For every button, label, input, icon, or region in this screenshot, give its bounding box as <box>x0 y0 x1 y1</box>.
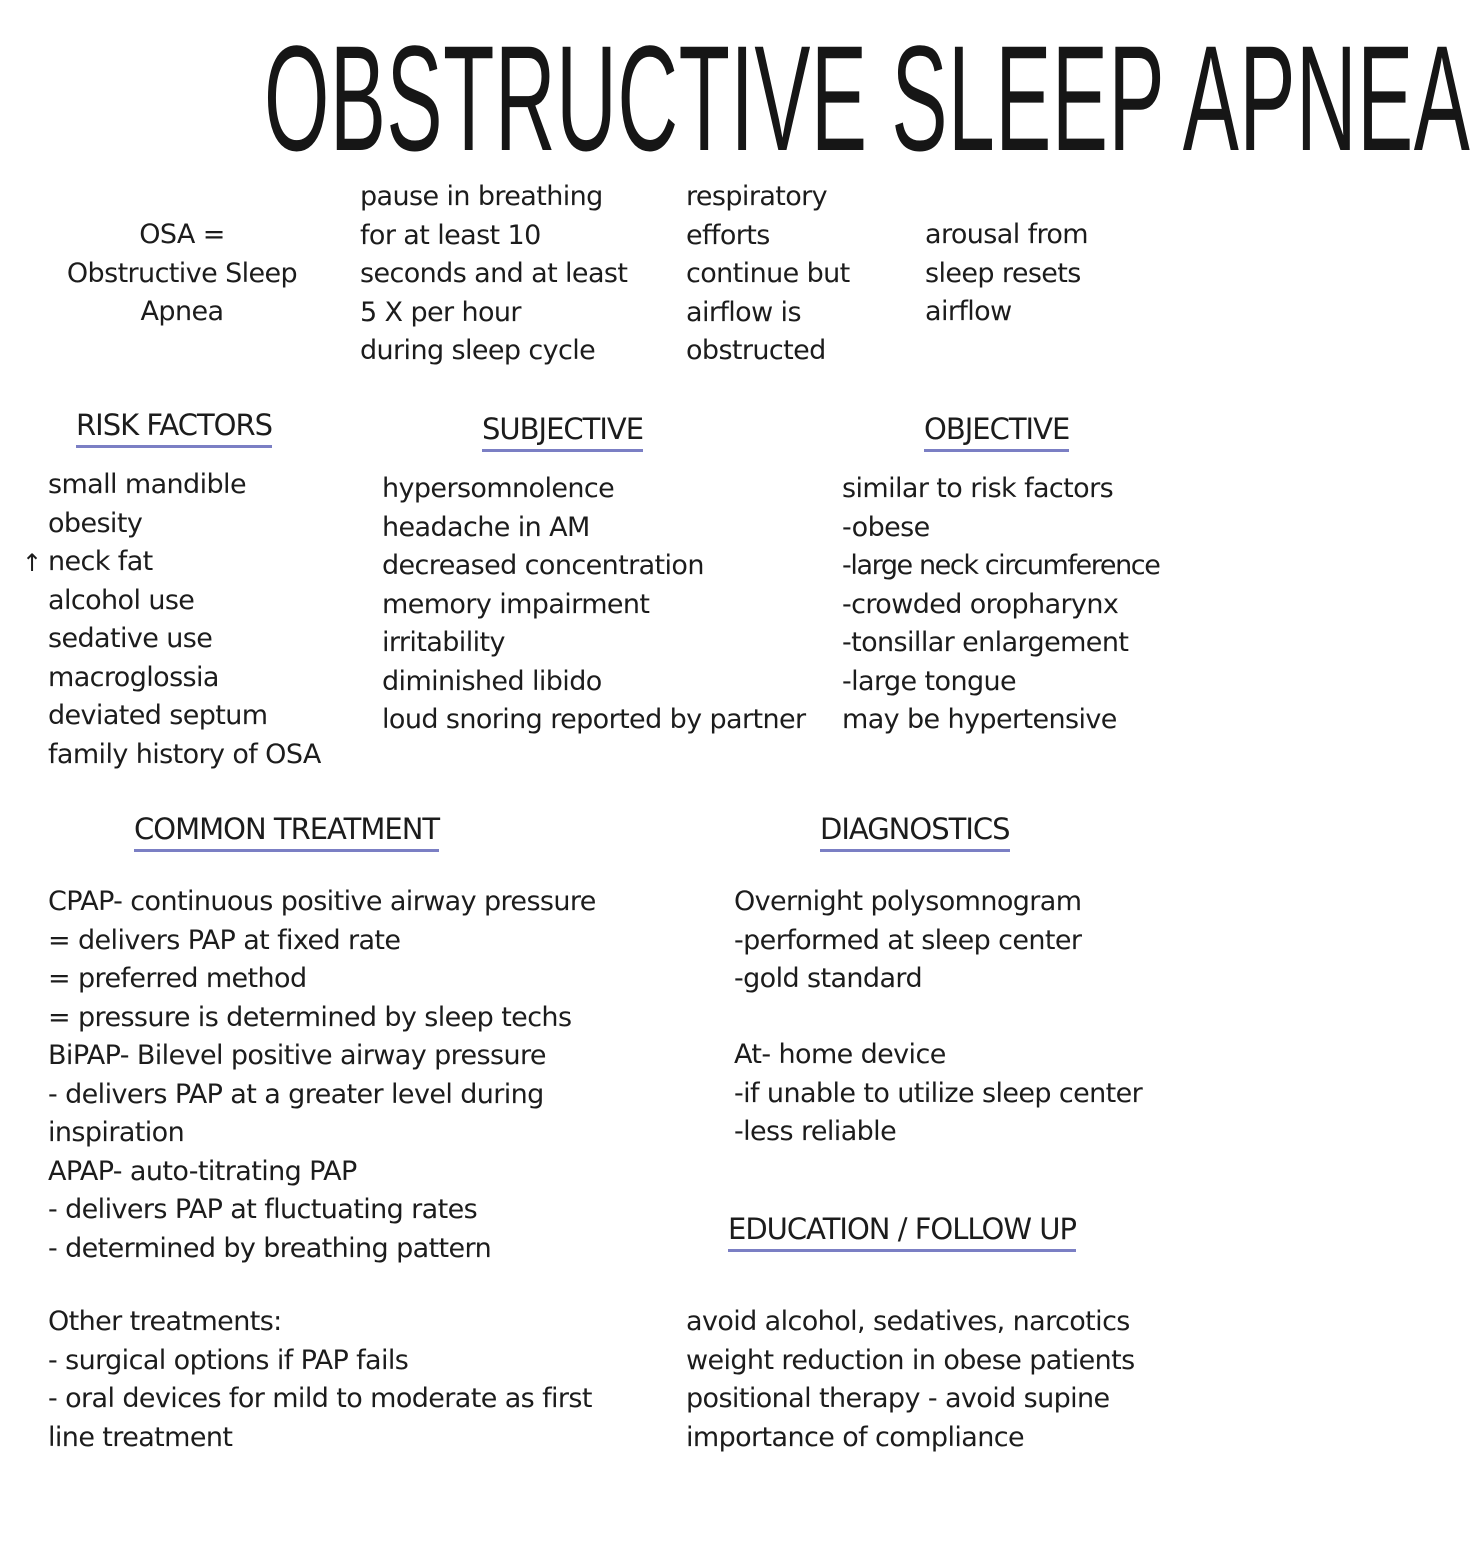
education-heading: EDUCATION / FOLLOW UP <box>728 1212 1076 1252</box>
arrow-up-icon: ↑ <box>22 549 43 577</box>
list-item: deviated septum <box>48 700 268 731</box>
list-item: -gold standard <box>734 963 922 994</box>
list-item: -tonsillar enlargement <box>842 627 1129 658</box>
objective-list <box>842 470 1159 740</box>
definition-line: Obstructive Sleep <box>66 257 298 289</box>
list-item: memory impairment <box>382 588 650 620</box>
definition-line: efforts <box>686 219 770 251</box>
list-item: positional therapy - avoid supine <box>686 1383 1110 1414</box>
list-item: irritability <box>382 627 505 658</box>
list-item: line treatment <box>48 1421 233 1453</box>
list-item: - oral devices for mild to moderate as first <box>48 1383 592 1414</box>
list-item: diminished libido <box>382 665 602 697</box>
list-item: macroglossia <box>48 661 219 693</box>
list-item: = pressure is determined by sleep techs <box>48 1001 572 1033</box>
definition-line: arousal from <box>925 219 1089 250</box>
list-item: sedative use <box>48 623 213 654</box>
definition-line: obstructed <box>686 335 826 366</box>
list-item: APAP- auto-titrating PAP <box>48 1155 357 1187</box>
definition-line: sleep resets <box>925 257 1081 289</box>
list-item: -less reliable <box>734 1116 897 1147</box>
list-item: avoid alcohol, sedatives, narcotics <box>686 1306 1130 1337</box>
list-item: hypersomnolence <box>382 473 615 504</box>
list-item: At- home device <box>734 1039 946 1070</box>
definition-line: 5 X per hour <box>360 296 521 328</box>
list-item: CPAP- continuous positive airway pressure <box>48 886 596 917</box>
list-item: family history of OSA <box>48 738 321 770</box>
list-item: = preferred method <box>48 963 307 994</box>
definition-line: airflow <box>925 296 1012 327</box>
definition-line: respiratory <box>686 181 828 212</box>
list-item: -large tongue <box>842 665 1017 697</box>
list-item: similar to risk factors <box>842 473 1114 504</box>
subjective-heading: SUBJECTIVE <box>482 412 643 452</box>
list-item: = delivers PAP at fixed rate <box>48 924 401 956</box>
page-title: OBSTRUCTIVE SLEEP APNEA <box>264 14 1470 182</box>
definition-pause <box>360 178 627 371</box>
definition-line: airflow is <box>686 296 801 328</box>
common-treatment-heading: COMMON TREATMENT <box>134 812 439 852</box>
list-item: -large neck circumference <box>842 550 1160 581</box>
list-item: alcohol use <box>48 584 195 616</box>
definition-acronym <box>62 216 302 332</box>
definition-line: continue but <box>686 258 850 289</box>
list-item: -crowded oropharynx <box>842 588 1119 620</box>
list-item: loud snoring reported by partner <box>382 704 806 735</box>
list-item: obesity <box>48 507 143 539</box>
list-item: Other treatments: <box>48 1306 282 1337</box>
definition-line: during sleep cycle <box>360 335 596 366</box>
definition-arousal <box>925 216 1088 332</box>
education-list <box>686 1303 1135 1457</box>
diagnostics-heading: DIAGNOSTICS <box>820 812 1010 852</box>
list-item: decreased concentration <box>382 550 704 581</box>
definition-line: pause in breathing <box>360 181 603 212</box>
objective-heading: OBJECTIVE <box>924 412 1069 452</box>
definition-line: Apnea <box>140 296 224 327</box>
subjective-list <box>382 470 805 740</box>
other-treatments-list <box>48 1303 592 1457</box>
list-item: Overnight polysomnogram <box>734 886 1082 917</box>
list-item: BiPAP- Bilevel positive airway pressure <box>48 1040 546 1071</box>
list-item: - delivers PAP at a greater level during <box>48 1078 544 1110</box>
diagnostics-list <box>734 883 1081 999</box>
list-item: importance of compliance <box>686 1421 1024 1453</box>
risk-factors-heading: RISK FACTORS <box>76 408 272 448</box>
home-device-list <box>734 1036 1142 1152</box>
list-item: may be hypertensive <box>842 704 1117 735</box>
list-item: inspiration <box>48 1117 185 1148</box>
list-item: small mandible <box>48 469 246 500</box>
list-item: - delivers PAP at fluctuating rates <box>48 1194 478 1225</box>
list-item: headache in AM <box>382 511 590 543</box>
list-item: neck fat <box>48 546 153 577</box>
list-item: weight reduction in obese patients <box>686 1344 1135 1376</box>
list-item: - determined by breathing pattern <box>48 1232 492 1264</box>
treatment-list <box>48 883 596 1268</box>
definition-efforts <box>686 178 850 371</box>
risk-factors-list <box>48 466 321 774</box>
definition-line: for at least 10 <box>360 219 541 251</box>
definition-line: seconds and at least <box>360 258 628 289</box>
list-item: -performed at sleep center <box>734 924 1082 956</box>
list-item: -if unable to utilize sleep center <box>734 1077 1143 1109</box>
list-item: -obese <box>842 511 930 543</box>
list-item: - surgical options if PAP fails <box>48 1344 409 1376</box>
definition-line: OSA = <box>139 219 225 250</box>
